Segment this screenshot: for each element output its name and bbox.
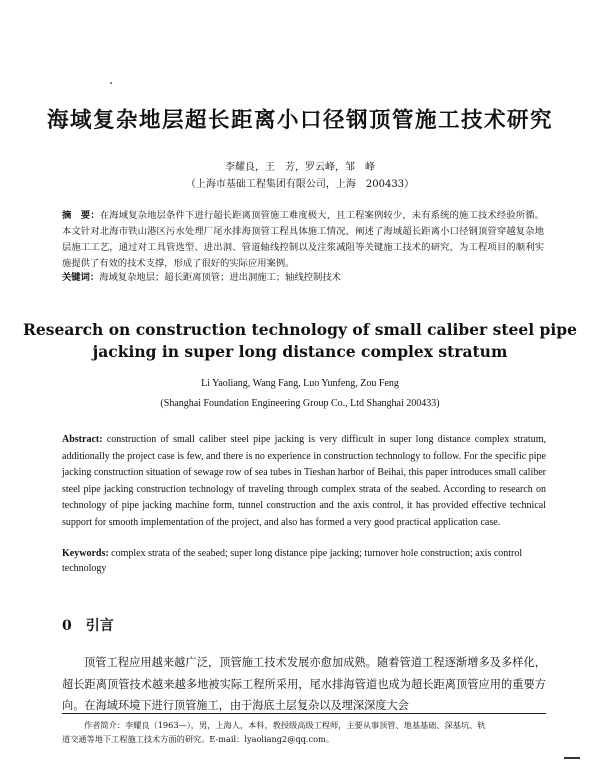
title-english-line-1: Research on construction technology of small caliber steel pipe xyxy=(23,320,577,339)
title-english xyxy=(0,319,600,363)
footnote-line-2: 道交通等地下工程施工技术方面的研究。E-mail：lyaoliang2@qq.com。 xyxy=(62,734,334,744)
section-heading xyxy=(62,615,114,635)
keywords-chinese-text: 海域复杂地层；超长距离顶管；进出洞施工；轴线控制技术 xyxy=(99,272,341,283)
page-corner-mark xyxy=(564,757,580,759)
keywords-chinese xyxy=(62,271,544,285)
footnote-line-1: 作者简介：李耀良（1963—），男，上海人，本科，教授级高级工程师，主要从事顶管、地基基础、深基坑、轨 xyxy=(84,720,486,730)
title-chinese: 海域复杂地层超长距离小口径钢顶管施工技术研究 xyxy=(46,108,553,133)
affiliation-english: (Shanghai Foundation Engineering Group Co., Ltd Shanghai 200433) xyxy=(160,398,440,409)
section-title: 引言 xyxy=(85,618,114,634)
abstract-english xyxy=(62,432,546,531)
section-number: 0 xyxy=(62,618,72,634)
keywords-english-label: Keywords: xyxy=(62,548,109,559)
title-english-line-2: jacking in super long distance complex stratum xyxy=(92,342,508,361)
author-footnote xyxy=(62,718,546,746)
authors-chinese: 李耀良，王 芳，罗云峰，邹 峰 xyxy=(225,162,375,173)
abstract-chinese-label: 摘 要： xyxy=(62,210,100,221)
abstract-english-text: construction of small caliber steel pipe jacking is very difficult in super long distance complex stratum, additionally the project case is few, and there is no experience in construction technology to follow. For the specific pipe jacking construction situation of sewage row of sea tubes in Tieshan harbor of Beihai, this paper introduces small caliber steel pipe jacking construction technology of traveling through complex strata of the seabed. According to research on technology of pipe jacking machine form, tunnel construction and the axis control, it has provided effective technical support for smooth implementation of the project, and also has formed a very good practical application case. xyxy=(62,434,546,528)
authors-english: Li Yaoliang, Wang Fang, Luo Yunfeng, Zou Feng xyxy=(201,378,399,389)
abstract-english-label: Abstract: xyxy=(62,434,103,445)
footnote-divider xyxy=(62,713,546,714)
keywords-english xyxy=(62,547,546,576)
affiliation-chinese: （上海市基础工程集团有限公司，上海 200433） xyxy=(185,179,415,190)
body-paragraph: 顶管工程应用越来越广泛，顶管施工技术发展亦愈加成熟。随着管道工程逐渐增多及多样化，超长距离顶管技术越来越多地被实际工程所采用，尾水排海管道也成为超长距离顶管应用的重要方向。在海域环境下进行顶管施工，由于海底土层复杂以及埋深深度大会 xyxy=(62,656,546,712)
scan-speck xyxy=(110,82,112,84)
abstract-chinese-text: 在海域复杂地层条件下进行超长距离顶管施工难度极大，且工程案例较少，未有系统的施工技术经验所循。本文针对北海市铁山港区污水处理厂尾水排海顶管工程具体施工情况，阐述了海域超长距离小口径钢顶管穿越复杂地层施工工艺，通过对工具管选型、进出洞、管道轴线控制以及注浆减阻等关键施工技术的研究，为工程项目的顺利实施提供了有效的技术支撑，形成了很好的实际应用案例。 xyxy=(62,210,544,269)
keywords-chinese-label: 关键词： xyxy=(62,272,100,283)
abstract-chinese xyxy=(62,208,544,272)
keywords-english-text: complex strata of the seabed; super long distance pipe jacking; turnover hole construction; axis control technology xyxy=(62,548,523,574)
